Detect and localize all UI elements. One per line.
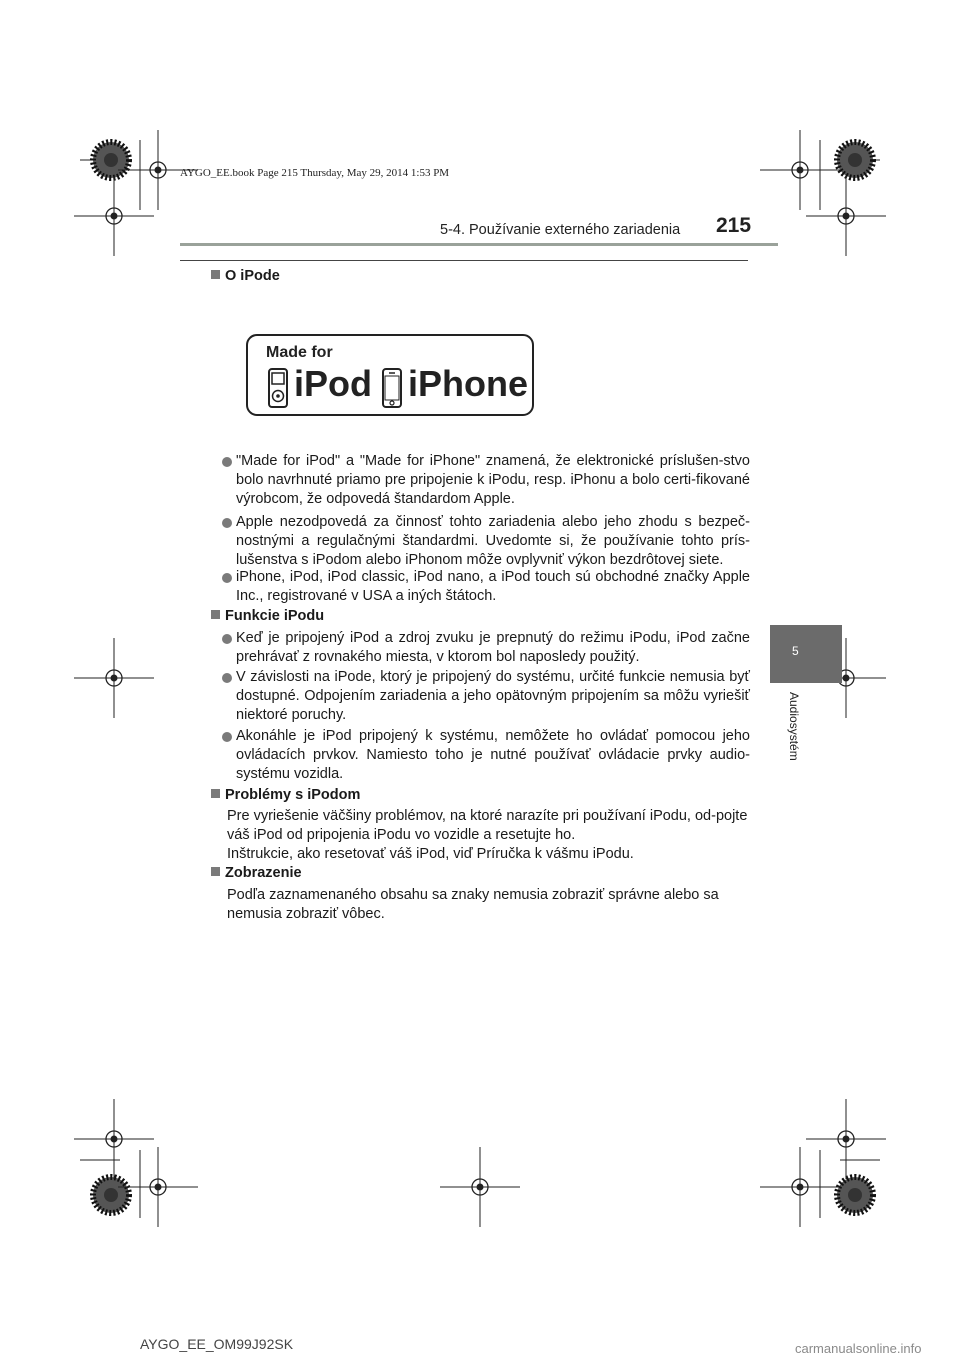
round-bullet-icon [222,573,232,583]
square-bullet-icon [211,270,220,279]
list-item: "Made for iPod" a "Made for iPhone" znamená, že elektronické príslušen-stvo bolo navrhnuté priamo pre pripojenie k iPodu, resp. iPhonu a bolo certi-fikované výrobcom, že odpovedá štandardom Apple. [222,452,750,509]
square-bullet-icon [211,789,220,798]
content-rule [180,260,748,261]
problems-paragraph [227,807,750,864]
list-item: Akonáhle je iPod pripojený k systému, nemôžete ho ovládať pomocou jeho ovládacích prvkov. Namiesto toho je nutné používať ovládacie prvky audio-systému vozidla. [222,727,750,784]
round-bullet-icon [222,457,232,467]
round-bullet-icon [222,673,232,683]
chapter-number: 5 [792,644,799,658]
list-item: Keď je pripojený iPod a zdroj zvuku je prepnutý do režimu iPodu, iPod začne prehrávať z rovnakého miesta, v ktorom bol naposledy použitý. [222,629,750,667]
header-rule [180,243,778,246]
round-bullet-icon [222,518,232,528]
made-for-ipod-iphone-logo [246,334,534,416]
display-line: Podľa zaznamenaného obsahu sa znaky nemusia zobraziť správne alebo sa nemusia zobraziť vôbec. [227,887,719,922]
round-bullet-icon [222,634,232,644]
section-heading-display: Zobrazenie [211,865,302,881]
chapter-tab [770,625,842,683]
ipod-icon [268,368,288,408]
chapter-label: Audiosystém [787,692,801,761]
logo-made-for: Made for [266,344,333,361]
round-bullet-icon [222,732,232,742]
display-paragraph [227,886,750,924]
problems-line: Pre vyriešenie väčšiny problémov, na ktoré narazíte pri používaní iPodu, od-pojte váš iPod od pripojenia iPodu vo vozidle a resetujte ho. [227,808,748,843]
section-heading-ipod: O iPode [211,268,280,284]
section-heading-functions: Funkcie iPodu [211,608,324,624]
header-section-title: 5-4. Používanie externého zariadenia [440,222,681,238]
logo-ipod: iPod [294,363,372,404]
list-item: iPhone, iPod, iPod classic, iPod nano, a iPod touch sú obchodné značky Apple Inc., registrované v USA a iných štátoch. [222,568,750,606]
iphone-icon [382,368,402,408]
problems-line: Inštrukcie, ako resetovať váš iPod, viď Príručka k vášmu iPodu. [227,846,634,862]
square-bullet-icon [211,867,220,876]
watermark: carmanualsonline.info [795,1341,922,1356]
list-item: Apple nezodpovedá za činnosť tohto zariadenia alebo jeho zhodu s bezpeč-nostnými a regulačnými štandardmi. Uvedomte si, že používanie tohto prís-lušenstva s iPodom alebo iPhonom môže ovplyvniť výkon bezdrôtovej siete. [222,513,750,570]
square-bullet-icon [211,610,220,619]
list-item: V závislosti na iPode, ktorý je pripojený do systému, určité funkcie nemusia byť dostupné. Odpojením zariadenia a jeho opätovným pripojením sa môžu vyriešiť niektoré poruchy. [222,668,750,725]
book-print-line: AYGO_EE.book Page 215 Thursday, May 29, 2014 1:53 PM [180,167,450,179]
page-number: 215 [716,214,752,237]
logo-iphone: iPhone [408,363,529,404]
footer-code: AYGO_EE_OM99J92SK [140,1336,294,1352]
section-heading-problems: Problémy s iPodom [211,787,360,803]
